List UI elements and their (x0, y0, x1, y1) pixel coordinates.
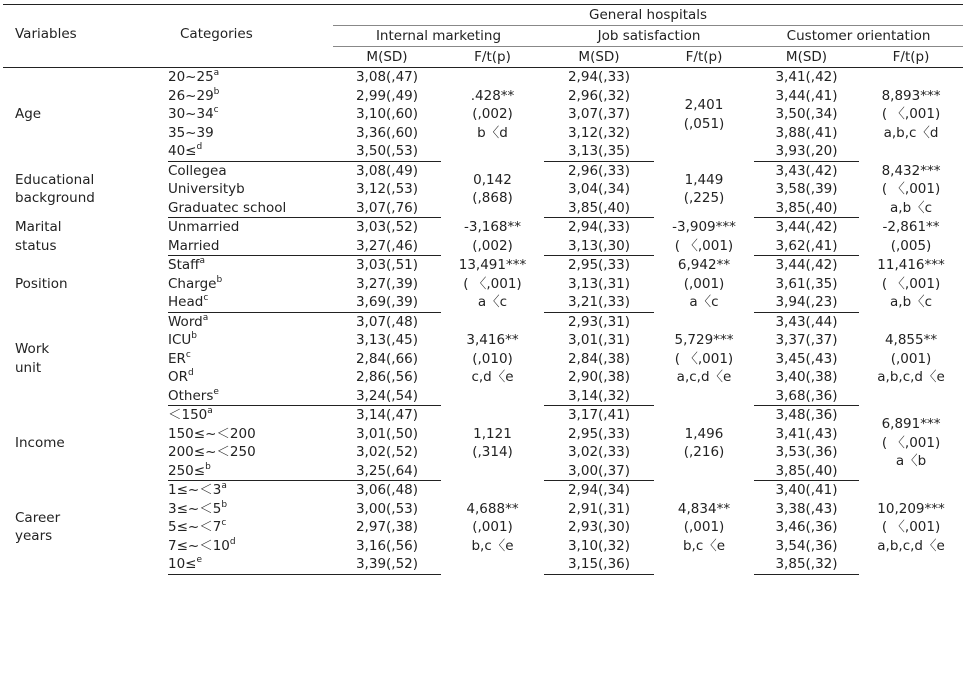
category-cell (168, 293, 333, 312)
im-msd: 2,84(,66) (355, 350, 419, 367)
category-superscript: b (216, 274, 223, 285)
category-superscript: b (191, 331, 198, 341)
js-msd: 2,84(,38) (567, 350, 631, 367)
im-msd: 3,16(,56) (355, 537, 419, 554)
table-row (3, 161, 963, 180)
category-text: 250≤ (168, 462, 206, 479)
im-msd: 3,69(,39) (333, 293, 441, 312)
stat-line: -3,909*** (672, 219, 736, 235)
variable-label-text: Income (15, 434, 65, 451)
co-msd: 3,44(,42) (775, 219, 838, 235)
stat-line: 4,688** (466, 500, 519, 517)
js-msd: 3,15(,36) (544, 555, 654, 574)
stat-line: 2,401 (684, 97, 724, 113)
category-cell (168, 199, 333, 218)
category-text: ER (168, 350, 186, 367)
stat-line: (,001) (890, 350, 932, 367)
stat-line: a,b〈c (890, 294, 933, 310)
table-row (3, 406, 963, 425)
col-header-group: General hospitals (333, 5, 963, 26)
category-text: Graduatec school (168, 199, 287, 216)
category-superscript: b (221, 499, 228, 510)
category-superscript: a (207, 406, 213, 416)
stat-cell (654, 312, 754, 406)
js-msd: 3,00(,37) (544, 462, 654, 481)
stat-line: 4,834** (677, 500, 731, 517)
co-msd: 3,53(,36) (775, 444, 838, 460)
stat-line: 8,893*** (881, 87, 941, 104)
stat-line: a〈c (477, 294, 508, 310)
im-msd: 3,03(,52) (355, 219, 419, 235)
category-text: ＜150 (168, 407, 208, 423)
stat-line: 0,142 (473, 171, 512, 188)
category-cell (168, 331, 333, 350)
category-superscript: e (196, 555, 203, 565)
col-header-ft: F/t(p) (474, 49, 511, 65)
category-text: OR (168, 369, 189, 385)
im-msd: 3,50(,53) (333, 142, 441, 161)
co-msd: 3,40(,38) (775, 369, 838, 385)
im-msd: 3,27(,46) (333, 237, 441, 256)
col-header-variables: Variables (3, 5, 168, 68)
stat-cell (441, 312, 544, 406)
category-text: 30~34 (168, 106, 214, 122)
js-msd: 3,07(,37) (567, 106, 631, 122)
col-header-msd: M(SD) (366, 49, 408, 65)
stat-cell (441, 406, 544, 481)
co-msd: 3,43(,42) (775, 162, 838, 179)
stat-line: b〈d (477, 124, 508, 141)
category-text: Collegea (168, 162, 227, 179)
category-cell (168, 387, 333, 406)
co-msd: 3,38(,43) (775, 500, 838, 517)
stat-line: 1,496 (684, 425, 724, 442)
table-row (3, 256, 963, 275)
category-text: 1≤~＜3 (168, 482, 222, 498)
im-msd: 2,97(,38) (355, 519, 419, 535)
stat-line: a〈b (895, 453, 927, 470)
category-text: Word (168, 313, 203, 330)
js-msd: 2,91(,31) (567, 500, 631, 517)
table-row (3, 218, 963, 237)
category-text: 7≤~＜10 (168, 537, 230, 554)
category-cell (168, 275, 333, 294)
category-superscript: b (213, 86, 220, 97)
js-msd: 3,12(,32) (567, 124, 631, 141)
im-msd: 3,03(,51) (355, 257, 419, 273)
category-text: Married (168, 237, 220, 254)
co-msd: 3,45(,43) (775, 350, 838, 367)
im-msd: 3,27(,39) (355, 275, 419, 292)
category-cell (168, 555, 333, 574)
category-cell (168, 443, 333, 462)
js-msd: 3,13(,35) (544, 142, 654, 161)
js-msd: 3,02(,33) (567, 444, 631, 460)
stat-line: (,051) (683, 115, 725, 132)
stat-cell (859, 481, 963, 575)
category-cell (168, 68, 333, 87)
category-cell (168, 218, 333, 237)
stat-line: (,002) (472, 106, 513, 123)
table-body (3, 68, 963, 575)
category-text: 10≤ (168, 556, 197, 572)
im-msd: 2,99(,49) (355, 87, 419, 104)
stat-line: 11,416*** (877, 257, 945, 273)
stat-cell (441, 256, 544, 313)
js-msd: 2,93(,30) (567, 519, 631, 535)
stat-line: (,314) (472, 444, 513, 460)
category-cell (168, 105, 333, 124)
variable-label (3, 481, 168, 575)
category-cell (168, 368, 333, 387)
variable-label-line: years (15, 528, 53, 545)
stat-line: a,c,d〈e (676, 369, 732, 385)
im-msd: 3,39(,52) (333, 555, 441, 574)
im-msd: 3,08(,47) (355, 69, 419, 85)
stat-cell (654, 68, 754, 162)
stat-cell (859, 218, 963, 256)
stat-line: ( 〈,001) (674, 350, 734, 367)
stat-cell (654, 256, 754, 313)
col-header-job-satisfaction: Job satisfaction (544, 26, 754, 47)
co-msd: 3,44(,41) (775, 87, 838, 104)
col-header-ft: F/t(p) (685, 49, 723, 65)
variable-label-line: Educational (15, 171, 95, 188)
js-msd: 2,95(,33) (567, 257, 631, 273)
table-row (3, 481, 963, 500)
js-msd: 3,10(,32) (567, 537, 631, 554)
stat-line: ( 〈,001) (674, 237, 734, 254)
category-superscript: a (213, 68, 220, 78)
col-header-ft: F/t(p) (892, 49, 930, 65)
stat-line: a,b〈c (890, 199, 933, 216)
category-text: Staff (168, 257, 200, 273)
stat-line: -3,168** (463, 219, 522, 235)
js-msd: 3,14(,32) (544, 387, 654, 406)
im-msd: 3,12(,53) (355, 181, 419, 197)
stat-cell (441, 218, 544, 256)
js-msd: 3,04(,34) (567, 181, 631, 197)
js-msd: 2,94(,34) (567, 482, 631, 498)
category-text: Head (168, 294, 204, 310)
co-msd: 3,88(,41) (775, 124, 838, 141)
stat-line: (,002) (472, 237, 513, 254)
variable-label (3, 312, 168, 406)
category-cell (168, 161, 333, 180)
category-cell (168, 124, 333, 143)
col-header-categories: Categories (168, 5, 333, 68)
js-msd: 2,96(,33) (567, 162, 631, 179)
variable-label (3, 68, 168, 162)
category-cell (168, 142, 333, 161)
co-msd: 3,43(,44) (775, 313, 838, 330)
category-superscript: e (213, 386, 219, 397)
category-superscript: c (203, 293, 209, 303)
co-msd: 3,48(,36) (775, 407, 838, 423)
variable-label (3, 256, 168, 313)
stat-cell (441, 68, 544, 162)
variable-label-line: background (15, 190, 95, 207)
stat-line: ( 〈,001) (881, 275, 941, 292)
category-text: 35~39 (168, 124, 214, 141)
category-text: 3≤~＜5 (168, 500, 222, 517)
im-msd: 2,86(,56) (355, 369, 419, 385)
stat-cell (654, 161, 754, 218)
category-cell (168, 481, 333, 500)
stat-line: (,010) (472, 350, 513, 367)
co-msd: 3,58(,39) (775, 181, 838, 197)
category-text: 40≤ (168, 143, 197, 159)
category-cell (168, 256, 333, 275)
js-msd: 3,17(,41) (567, 407, 631, 423)
stat-line: a,b,c,d〈e (877, 369, 945, 385)
variable-label-line: Career (15, 509, 61, 526)
category-superscript: a (202, 312, 209, 323)
js-msd: 2,93(,31) (567, 313, 631, 330)
category-superscript: c (221, 518, 227, 528)
stat-line: b,c〈e (471, 537, 514, 554)
variable-label-line: Marital (15, 219, 62, 235)
stat-line: (,225) (683, 190, 725, 207)
co-msd: 3,40(,41) (775, 482, 838, 498)
category-text: Unmarried (168, 219, 240, 235)
co-msd: 3,54(,36) (775, 537, 838, 554)
variable-label (3, 406, 168, 481)
stat-cell (441, 161, 544, 218)
stat-line: (,005) (890, 237, 932, 254)
stat-line: 6,942** (677, 257, 731, 273)
category-text: 26~29 (168, 87, 214, 104)
co-msd: 3,37(,37) (775, 332, 838, 348)
im-msd: 3,01(,50) (355, 425, 419, 442)
co-msd: 3,41(,42) (775, 69, 838, 85)
category-superscript: a (221, 481, 227, 491)
co-msd: 3,94(,23) (754, 293, 859, 312)
variable-label-line: status (15, 237, 57, 254)
stat-line: a,b,c〈d (883, 124, 939, 141)
col-header-customer-orientation: Customer orientation (754, 26, 963, 47)
co-msd: 3,85(,40) (754, 462, 859, 481)
co-msd: 3,85(,32) (754, 555, 859, 574)
category-text: Others (168, 387, 214, 404)
variable-label-line: unit (15, 359, 42, 376)
js-msd: 2,94(,33) (567, 219, 631, 235)
co-msd: 3,50(,34) (775, 106, 838, 122)
stat-line: 6,891*** (881, 416, 941, 433)
im-msd: 3,24(,54) (333, 387, 441, 406)
im-msd: 3,08(,49) (355, 162, 419, 179)
category-cell (168, 350, 333, 369)
category-text: Charge (168, 275, 217, 292)
stat-line: ( 〈,001) (881, 434, 941, 451)
im-msd: 3,02(,52) (355, 444, 419, 460)
category-superscript: d (196, 142, 203, 152)
variable-label-line: Work (15, 341, 50, 358)
category-text: 5≤~＜7 (168, 519, 222, 535)
im-msd: 3,06(,48) (355, 482, 419, 498)
im-msd: 3,13(,45) (355, 332, 419, 348)
js-msd: 3,21(,33) (544, 293, 654, 312)
stat-line: b,c〈e (682, 537, 726, 554)
stat-line: a,b,c,d〈e (877, 537, 945, 554)
js-msd: 3,01(,31) (567, 332, 631, 348)
stat-line: ( 〈,001) (881, 181, 941, 197)
stat-cell (859, 68, 963, 162)
stat-line: (,001) (683, 275, 725, 292)
col-header-internal-marketing: Internal marketing (333, 26, 544, 47)
js-msd: 3,13(,31) (567, 275, 631, 292)
stat-line: .428** (470, 87, 515, 104)
results-table (3, 4, 963, 575)
category-text: 150≤~＜200 (168, 425, 256, 442)
co-msd: 3,41(,43) (775, 425, 838, 442)
stat-line: 1,449 (684, 171, 724, 188)
variable-label-text: Position (15, 275, 68, 292)
category-text: ICU (168, 332, 192, 348)
stat-line: 5,729*** (674, 332, 734, 348)
stat-line: (,001) (683, 519, 725, 535)
stat-line: (,216) (683, 444, 725, 460)
header-row-1 (3, 5, 963, 26)
stat-cell (654, 218, 754, 256)
category-superscript: d (229, 536, 236, 547)
category-text: 20~25 (168, 69, 214, 85)
category-cell (168, 462, 333, 481)
js-msd: 3,85(,40) (544, 199, 654, 218)
stat-line: 4,855** (884, 332, 938, 348)
js-msd: 2,95(,33) (567, 425, 631, 442)
variable-label (3, 218, 168, 256)
category-cell (168, 406, 333, 425)
category-superscript: c (213, 105, 219, 115)
category-cell (168, 425, 333, 444)
im-msd: 3,10(,60) (355, 106, 419, 122)
col-header-msd: M(SD) (785, 49, 828, 65)
category-cell (168, 87, 333, 106)
stat-line: 13,491*** (458, 257, 527, 273)
im-msd: 3,25(,64) (333, 462, 441, 481)
category-superscript: b (205, 461, 211, 472)
js-msd: 2,90(,38) (567, 369, 631, 385)
stat-cell (441, 481, 544, 575)
stat-line: ( 〈,001) (463, 275, 522, 292)
js-msd: 2,96(,32) (567, 87, 631, 104)
co-msd: 3,62(,41) (754, 237, 859, 256)
co-msd: 3,93(,20) (754, 142, 859, 161)
co-msd: 3,68(,36) (754, 387, 859, 406)
stat-line: c,d〈e (471, 369, 514, 385)
stat-line: 10,209*** (877, 500, 945, 517)
category-text: Universityb (168, 181, 245, 197)
co-msd: 3,61(,35) (775, 275, 838, 292)
stat-cell (654, 481, 754, 575)
category-cell (168, 537, 333, 556)
co-msd: 3,46(,36) (775, 519, 838, 535)
category-cell (168, 518, 333, 537)
js-msd: 2,94(,33) (567, 69, 631, 85)
stat-line: 1,121 (473, 425, 512, 442)
table-row (3, 312, 963, 331)
co-msd: 3,85(,40) (754, 199, 859, 218)
stat-line: ( 〈,001) (881, 106, 941, 123)
stat-cell (859, 312, 963, 406)
category-cell (168, 237, 333, 256)
im-msd: 3,14(,47) (355, 407, 419, 423)
stat-line: 8,432*** (881, 162, 941, 179)
category-superscript: d (188, 368, 194, 378)
table-row (3, 68, 963, 87)
js-msd: 3,13(,30) (544, 237, 654, 256)
category-cell (168, 180, 333, 199)
im-msd: 3,07(,76) (333, 199, 441, 218)
category-text: 200≤~＜250 (168, 444, 256, 460)
variable-label-text: Age (15, 106, 42, 123)
category-cell (168, 500, 333, 519)
variable-label (3, 161, 168, 218)
stat-cell (859, 161, 963, 218)
stat-cell (859, 406, 963, 481)
im-msd: 3,36(,60) (355, 124, 419, 141)
stat-cell (859, 256, 963, 313)
stat-line: 3,416** (466, 332, 519, 348)
category-cell (168, 312, 333, 331)
stat-line: a〈c (689, 294, 719, 310)
category-superscript: a (199, 256, 205, 266)
category-superscript: c (185, 349, 191, 360)
im-msd: 3,07(,48) (355, 313, 419, 330)
stat-line: ( 〈,001) (881, 519, 941, 535)
stat-line: (,868) (472, 190, 513, 207)
stat-cell (654, 406, 754, 481)
col-header-msd: M(SD) (578, 49, 620, 65)
stat-line: (,001) (472, 519, 513, 535)
co-msd: 3,44(,42) (775, 257, 838, 273)
im-msd: 3,00(,53) (355, 500, 419, 517)
stat-line: -2,861** (882, 219, 940, 235)
